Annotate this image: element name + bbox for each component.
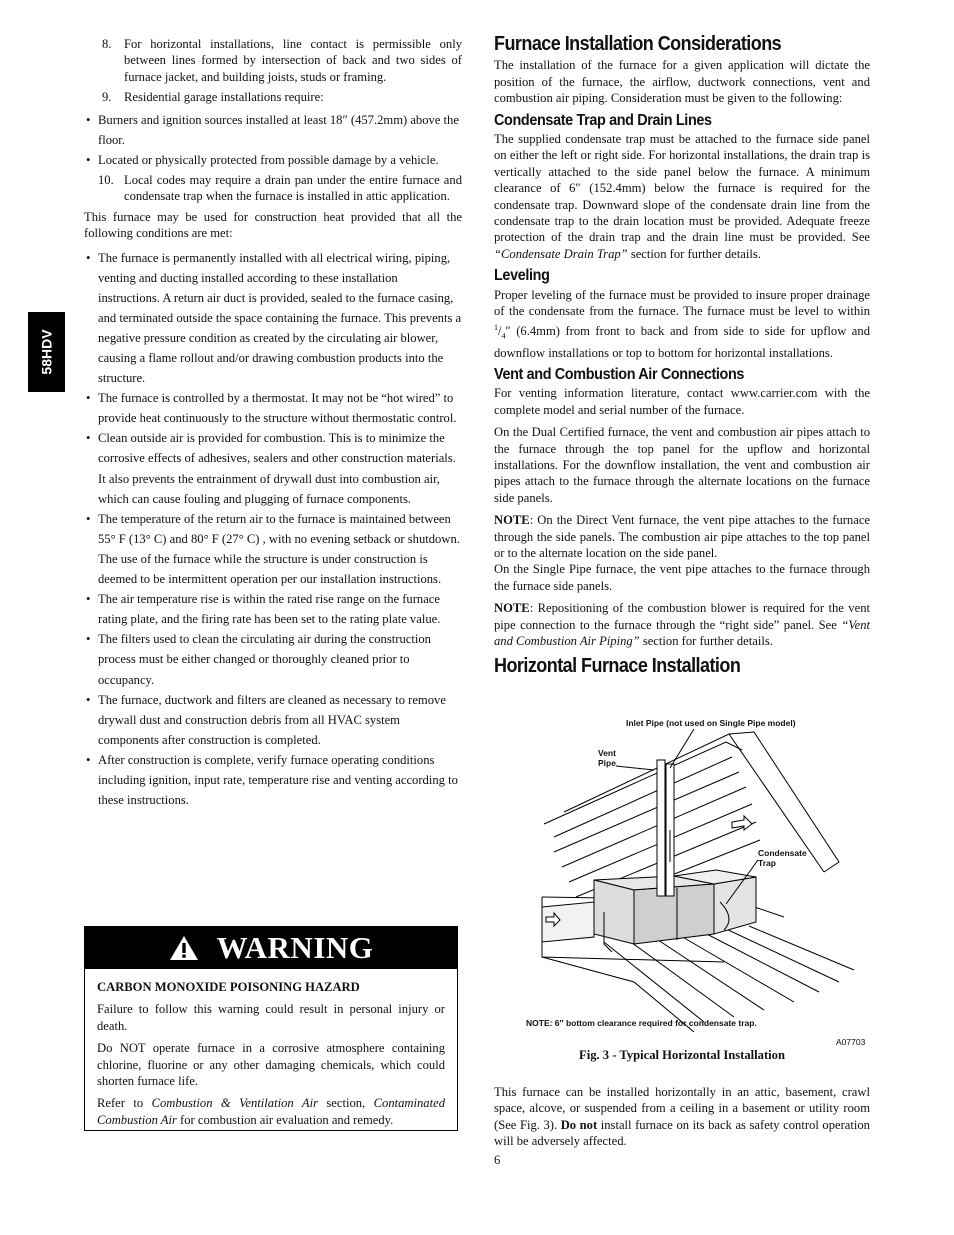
construction-bullet: • After construction is complete, verify furnace operating conditions including ignition, input rate, temperature rise and venting according to these instructions. bbox=[84, 750, 462, 810]
paragraph: The supplied condensate trap must be attached to the furnace side panel on either the left or right side. For horizontal installations, the drain trap is vertically attached to the side panel below the furnace. A minimum clearance of 6″ (152.4mm) below the furnace is required for the condensate trap. Downward slope of the condensate drain line from the condensate trap to the drain location must be provided. Adequate freeze protection of the drain trap and the drain line must be provided. See “Condensate Drain Trap” section for further details. bbox=[494, 132, 870, 261]
construction-bullet: • The furnace, ductwork and filters are cleaned as necessary to remove drywall dust and construction debris from all HVAC system components after construction is completed. bbox=[84, 690, 462, 750]
list-item-8: 8. For horizontal installations, line contact is permissible only between lines formed by intersection of back and two sides of furnace jacket, and building joists, studs or framing. bbox=[102, 37, 462, 84]
construction-intro: This furnace may be used for construction heat provided that all the following conditions are met: bbox=[84, 209, 462, 241]
paragraph: NOTE: Repositioning of the combustion blower is required for the vent pipe connection to the furnace through the “right side” panel. See “Vent and Combustion Air Piping” section for further details. bbox=[494, 601, 870, 649]
page-number: 6 bbox=[494, 1153, 501, 1167]
paragraph: Proper leveling of the furnace must be provided to insure proper drainage of the condensate from the furnace. The furnace must be level to within $^1/_4''$ (6.4mm) from front to back and from side to side for upflow and downflow installations or top to bottom for horizontal installations. bbox=[494, 287, 870, 360]
heading-horizontal-installation: Horizontal Furnace Installation bbox=[494, 654, 741, 677]
heading-vent-connections: Vent and Combustion Air Connections bbox=[494, 366, 745, 384]
paragraph: On the Single Pipe furnace, the vent pipe attaches to the furnace through the furnace side panels. bbox=[494, 562, 870, 593]
construction-bullet: • The air temperature rise is within the rated rise range on the furnace rating plate, and the firing rate has been set to the rating plate value. bbox=[84, 589, 462, 629]
warning-header bbox=[85, 927, 457, 969]
heading-condensate-trap: Condensate Trap and Drain Lines bbox=[494, 111, 712, 129]
side-tab bbox=[28, 312, 65, 392]
garage-bullet: • Located or physically protected from possible damage by a vehicle. bbox=[84, 150, 462, 170]
left-column bbox=[84, 36, 462, 810]
figure-caption: Fig. 3 - Typical Horizontal Installation bbox=[579, 1048, 785, 1062]
inlet-pipe-label: Inlet Pipe (not used on Single Pipe model) bbox=[626, 718, 796, 728]
list-item-10: 10. Local codes may require a drain pan under the entire furnace and condensate trap when the furnace is installed in attic application. bbox=[98, 172, 462, 204]
warning-box bbox=[84, 926, 458, 1131]
paragraph: On the Dual Certified furnace, the vent and combustion air pipes attach to the furnace through the top panel for the upflow and horizontal installations. For the downflow installation, the vent and combustion air pipes attach to the furnace through the alternate locations on the furnace side panels. bbox=[494, 425, 870, 505]
warning-title: CARBON MONOXIDE POISONING HAZARD bbox=[97, 980, 360, 994]
garage-bullet: • Burners and ignition sources installed at least 18″ (457.2mm) above the floor. bbox=[84, 110, 462, 150]
right-column bbox=[494, 33, 870, 679]
paragraph: This furnace can be installed horizontally in an attic, basement, crawl space, alcove, or suspended from a ceiling in a basement or utility room (See Fig. 3). Do not install furnace on its back as safety control operation will be adversely affected. bbox=[494, 1085, 870, 1149]
construction-bullet: • The furnace is permanently installed with all electrical wiring, piping, venting and ducting installed according to these installation instructions. A return air duct is provided, sealed to the furnace casing, and terminated outside the space containing the furnace. This prevents a negative pressure condition as created by the circulating air blower, causing a flame rollout and/or drawing combustion products into the structure. bbox=[84, 248, 462, 389]
paragraph: For venting information literature, contact www.carrier.com with the complete model and serial number of the furnace. bbox=[494, 386, 870, 417]
construction-bullet: • Clean outside air is provided for combustion. This is to minimize the corrosive effects of adhesives, sealers and other construction materials. It also prevents the entrainment of drywall dust into combustion air, which can cause fouling and plugging of furnace components. bbox=[84, 428, 462, 508]
vent-pipe-label: Vent Pipe bbox=[598, 748, 616, 768]
condensate-trap-label: Condensate Trap bbox=[758, 848, 807, 868]
construction-bullet: • The temperature of the return air to the furnace is maintained between 55° F (13° C) and 80° F (27° C) , with no evening setback or shutdown. The use of the furnace while the structure is under construction is deemed to be intermittent operation per our installation instructions. bbox=[84, 509, 462, 589]
horizontal-paragraph-block bbox=[494, 1084, 870, 1156]
heading-leveling: Leveling bbox=[494, 267, 550, 285]
warning-triangle-icon bbox=[169, 935, 199, 961]
warning-text: Do NOT operate furnace in a corrosive atmosphere containing chlorine, fluorine or any other damaging chemicals, which could shorten furnace life. bbox=[97, 1041, 445, 1089]
warning-text: Failure to follow this warning could result in personal injury or death. bbox=[97, 1002, 445, 1033]
paragraph: NOTE: On the Direct Vent furnace, the vent pipe attaches to the furnace through the side panels. The combustion air pipe attaches to the top panel or to the alternate location on the side panel. bbox=[494, 513, 870, 561]
figure-horizontal-installation bbox=[494, 712, 870, 1072]
construction-bullet: • The furnace is controlled by a thermostat. It may not be “hot wired” to provide heat continuously to the structure without thermostatic control. bbox=[84, 388, 462, 428]
side-tab-label: 58HDV bbox=[38, 329, 55, 375]
figure-code: A07703 bbox=[836, 1037, 866, 1047]
list-item-9: 9. Residential garage installations require: bbox=[102, 90, 324, 105]
figure-note: NOTE: 6″ bottom clearance required for condensate trap. bbox=[526, 1018, 757, 1028]
warning-text: Refer to Combustion & Ventilation Air section, Contaminated Combustion Air for combustion air evaluation and remedy. bbox=[97, 1096, 445, 1127]
paragraph: The installation of the furnace for a given application will dictate the position of the furnace, the airflow, ductwork connections, vent and combustion air piping. Consideration must be given to the following: bbox=[494, 58, 870, 106]
construction-bullet: • The filters used to clean the circulating air during the construction process must be either changed or thoroughly cleaned prior to occupancy. bbox=[84, 629, 462, 689]
furnace-illustration bbox=[494, 712, 870, 1032]
warning-word: WARNING bbox=[216, 930, 374, 965]
warning-body bbox=[85, 969, 457, 1128]
heading-installation-considerations: Furnace Installation Considerations bbox=[494, 33, 782, 55]
